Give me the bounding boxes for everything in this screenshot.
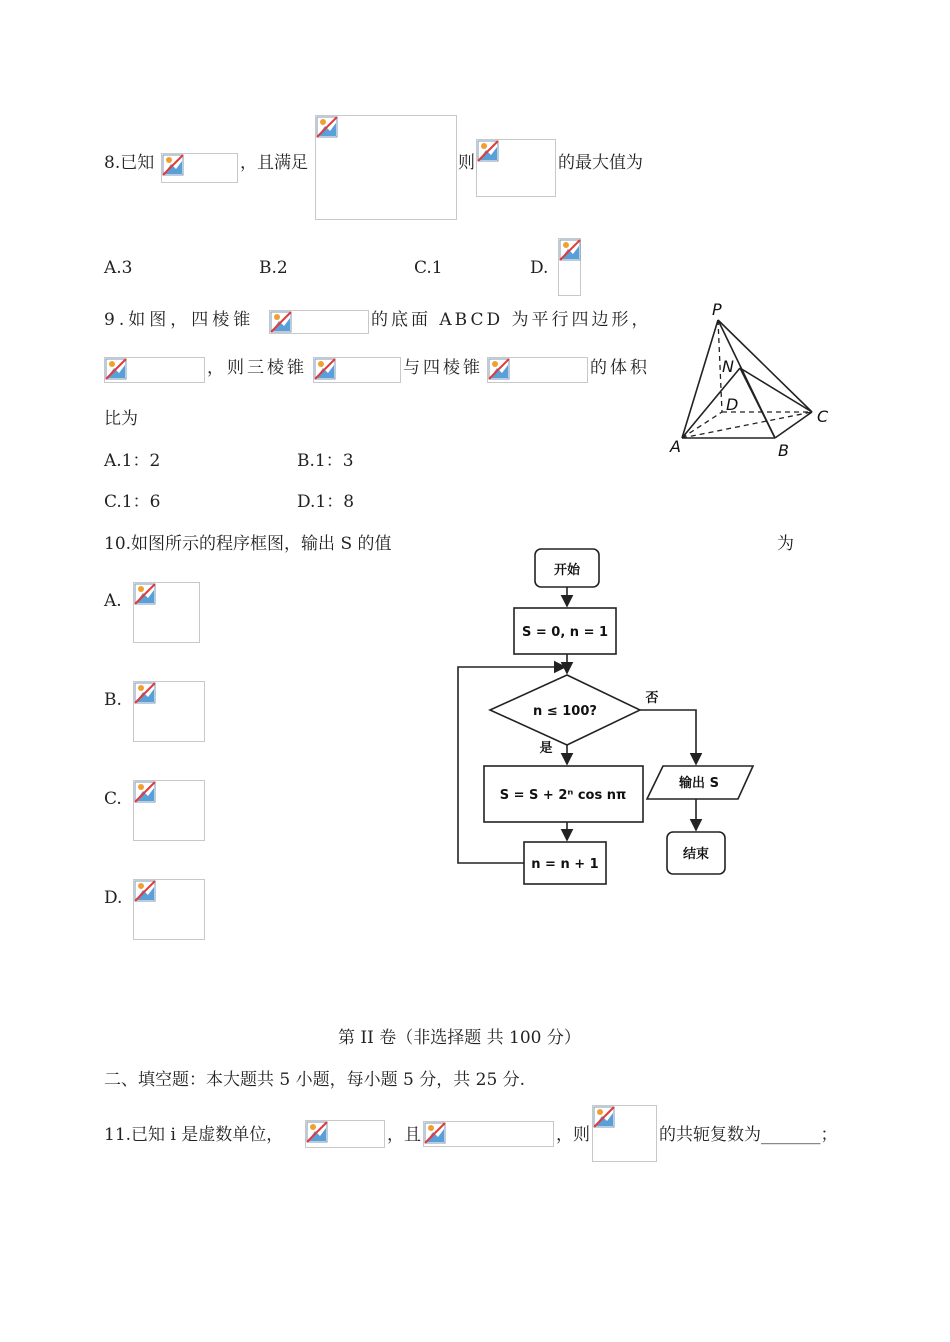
- q8-option-b: B.2: [259, 258, 288, 278]
- formula-image: [315, 115, 457, 220]
- q9-line2-mid1: ，则三棱锥: [207, 358, 307, 378]
- broken-image-icon: [162, 154, 184, 176]
- q8-prefix: 8.已知: [104, 153, 155, 173]
- formula-image: [133, 681, 205, 742]
- pyramid-label-p: P: [712, 300, 722, 319]
- pyramid-label-d: D: [726, 395, 739, 414]
- q9-option-b: B.1：3: [297, 451, 354, 471]
- flowchart-end-label: 结束: [682, 847, 710, 862]
- q8-option-a: A.3: [104, 258, 133, 278]
- broken-image-icon: [134, 781, 156, 803]
- q8-option-d: D.: [530, 258, 549, 278]
- broken-image-icon: [559, 239, 581, 261]
- formula-image: [133, 879, 205, 940]
- broken-image-icon: [105, 358, 127, 380]
- broken-image-icon: [424, 1122, 446, 1144]
- q10-option-d: D.: [104, 888, 123, 908]
- q9-option-d: D.1：8: [297, 492, 355, 512]
- q9-line1-suffix: 的底面 ABCD 为平行四边形，: [371, 310, 652, 330]
- pyramid-label-b: B: [778, 441, 789, 460]
- formula-image: [592, 1105, 657, 1162]
- q8-mid1: ，且满足: [240, 153, 308, 173]
- q10-prefix: 10.如图所示的程序框图，输出 S 的值: [104, 534, 392, 554]
- pyramid-label-n: N: [722, 357, 734, 376]
- q10-suffix: 为: [777, 534, 794, 554]
- formula-image: [269, 310, 369, 334]
- q9-option-c: C.1：6: [104, 492, 161, 512]
- broken-image-icon: [477, 140, 499, 162]
- q11-suffix: 的共轭复数为_______；: [659, 1125, 838, 1145]
- q8-suffix: 的最大值为: [558, 153, 643, 173]
- q9-line2-mid2: 与四棱锥: [403, 358, 483, 378]
- broken-image-icon: [306, 1121, 328, 1143]
- broken-image-icon: [134, 583, 156, 605]
- section-title: 第 II 卷（非选择题 共 100 分）: [338, 1028, 581, 1048]
- pyramid-label-a: A: [670, 437, 681, 456]
- flowchart-output-label: 输出 S: [679, 776, 719, 791]
- broken-image-icon: [270, 311, 292, 333]
- flowchart-condition-label: n ≤ 100?: [533, 704, 597, 719]
- broken-image-icon: [316, 116, 338, 138]
- q10-option-a: A.: [104, 591, 122, 611]
- broken-image-icon: [134, 880, 156, 902]
- broken-image-icon: [593, 1106, 615, 1128]
- q8-option-c: C.1: [414, 258, 443, 278]
- q11-prefix: 11.已知 i 是虚数单位，: [104, 1125, 284, 1145]
- q9-option-a: A.1：2: [104, 451, 161, 471]
- broken-image-icon: [488, 358, 510, 380]
- flowchart-init-label: S = 0, n = 1: [521, 625, 609, 640]
- formula-image: [313, 357, 401, 383]
- flowchart-no-label: 否: [645, 691, 659, 706]
- q8-mid2: 则: [458, 153, 475, 173]
- formula-image: [161, 153, 238, 183]
- q10-option-b: B.: [104, 690, 122, 710]
- broken-image-icon: [314, 358, 336, 380]
- q9-line2-suffix: 的体积: [590, 358, 650, 378]
- flowchart-yes-label: 是: [539, 741, 553, 756]
- formula-image: [487, 357, 588, 383]
- q9-line1-prefix: 9.如图，四棱锥: [104, 310, 255, 330]
- formula-image: [104, 357, 205, 383]
- broken-image-icon: [134, 682, 156, 704]
- q11-mid1: ，且: [387, 1125, 421, 1145]
- flowchart-figure: [440, 540, 820, 895]
- flowchart-update-label: S = S + 2ⁿ cos nπ: [499, 788, 627, 803]
- section-heading: 二、填空题：本大题共 5 小题，每小题 5 分，共 25 分.: [104, 1070, 526, 1090]
- q10-option-c: C.: [104, 789, 122, 809]
- formula-image: [558, 238, 581, 296]
- formula-image: [133, 582, 200, 643]
- pyramid-label-c: C: [817, 407, 829, 426]
- formula-image: [133, 780, 205, 841]
- pyramid-figure: [660, 300, 850, 465]
- q9-line3: 比为: [104, 409, 138, 429]
- flowchart-increment-label: n = n + 1: [531, 857, 599, 872]
- formula-image: [423, 1121, 554, 1147]
- formula-image: [305, 1120, 385, 1148]
- formula-image: [476, 139, 556, 197]
- flowchart-start-label: 开始: [553, 563, 581, 578]
- q11-mid2: ，则: [556, 1125, 590, 1145]
